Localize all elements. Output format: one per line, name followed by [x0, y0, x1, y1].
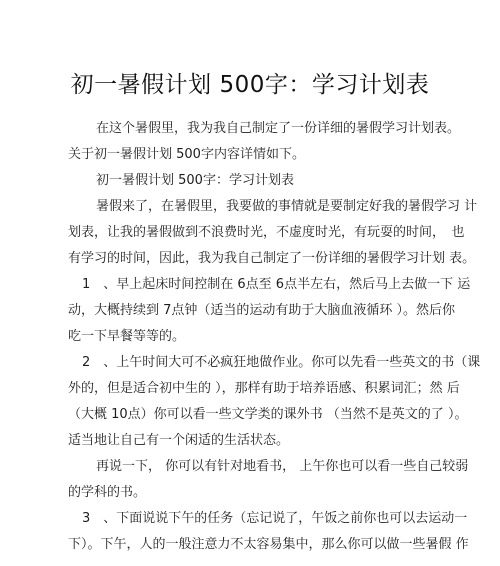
paragraph-line: 再说一下， 你可以有针对地看书， 上午你也可以看一些自己较弱	[96, 459, 469, 474]
paragraph-line: 在这个暑假里，我为我自己制定了一份详细的暑假学习计划表。	[96, 121, 461, 136]
paragraph-line: 关于初一暑假计划 500字内容详情如下。	[68, 147, 305, 162]
paragraph-line: 适当地让自己有一个闲适的生活状态。	[68, 433, 290, 448]
paragraph-line: 初一暑假计划 500字：学习计划表	[96, 173, 294, 188]
paragraph-line: 吃一下早餐等等的。	[68, 329, 186, 344]
paragraph-line: 的学科的书。	[68, 485, 147, 500]
paragraph-line: 暑假来了，在暑假里，我要做的事情就是要制定好我的暑假学习 计	[96, 199, 478, 214]
paragraph-line: 划表，让我的暑假做到不浪费时光，不虚度时光，有玩耍的时间， 也	[68, 225, 465, 240]
paragraph-line: 1 、早上起床时间控制在 6点至 6点半左右，然后马上去做一下 运	[82, 277, 471, 292]
paragraph-line: 2 、上午时间大可不必疯狂地做作业。你可以先看一些英文的书（课	[82, 355, 481, 370]
paragraph-line: 动，大概持续到 7点钟（适当的运动有助于大脑血液循环 ）。然后你	[68, 303, 456, 318]
paragraph-line: （大概 10点）你可以看一些文学类的课外书 （当然不是英文的了 ）。	[68, 407, 468, 422]
paragraph-line: 有学习的时间，因此，我为我自己制定了一份详细的暑假学习计划 表。	[68, 251, 476, 266]
paragraph-line: 3 、下面说说下午的任务（忘记说了，午饭之前你也可以去运动一	[82, 511, 468, 526]
paragraph-line: 下）。下午，人的一般注意力不太容易集中，那么你可以做一些暑假 作	[68, 537, 469, 552]
document-title: 初一暑假计划 500字：学习计划表	[70, 72, 430, 98]
paragraph-line: 外的，但是适合初中生的 ），那样有助于培养语感、积累词汇；然 后	[68, 381, 460, 396]
